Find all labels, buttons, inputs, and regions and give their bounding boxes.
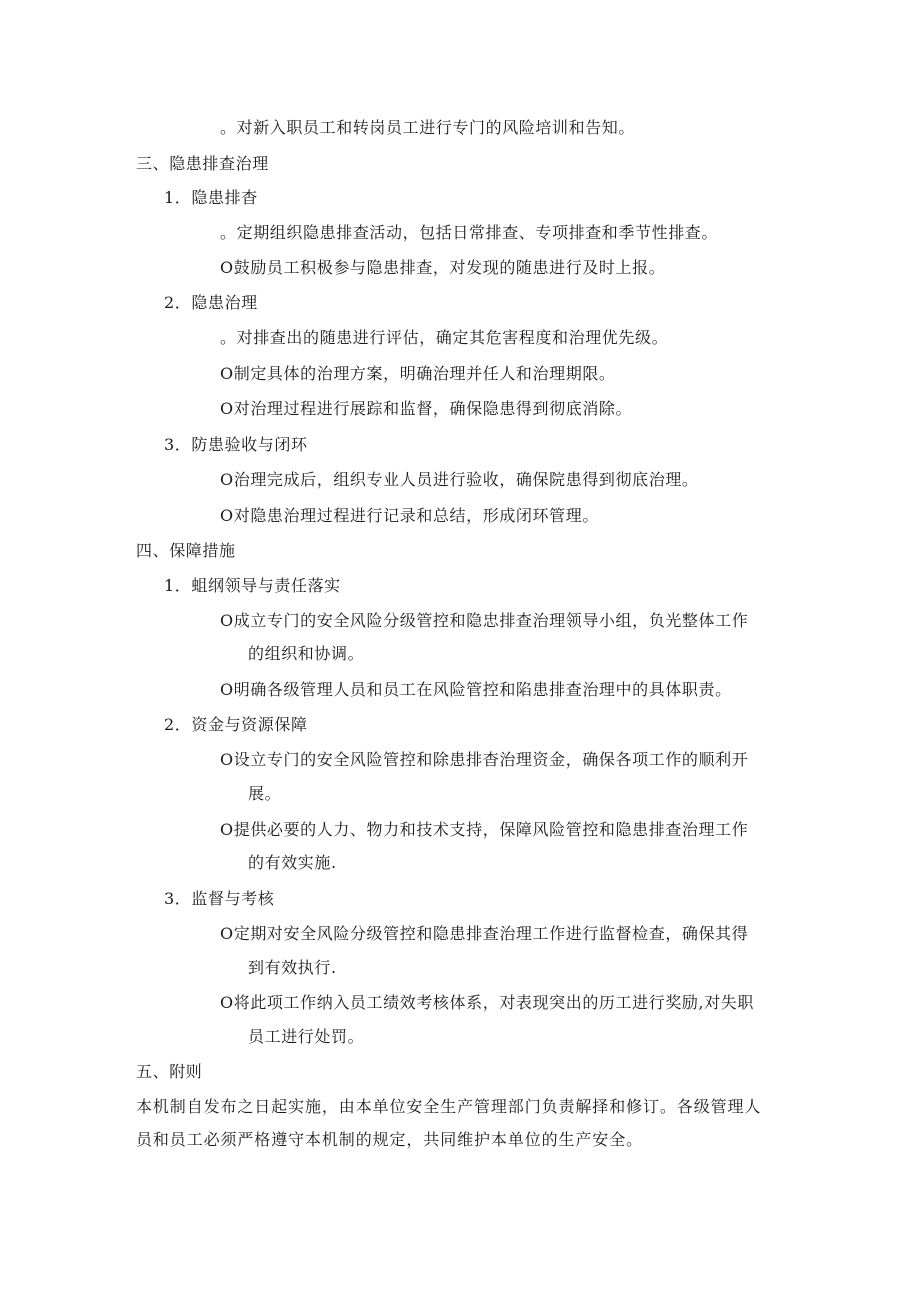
bullet-item: O设立专门的安全风险管控和除患排杳治理资金，确保各项工作的顺利开 [220,750,749,769]
subsection-heading: 2．隐患治理 [164,293,258,312]
bullet-item: O明确各级管理人员和员工在风险管控和陷患排查治理中的具体职责。 [220,680,732,699]
bullet-item: O对隐患治理过程进行记录和总结，形成闭环管理。 [220,506,599,525]
subsection-heading: 1．隐患排杳 [164,188,258,207]
section-heading: 四、保障措施 [136,541,236,560]
bullet-item: O制定具体的治理方案，明确治理并任人和治理期限。 [220,364,616,383]
bullet-item: O定期对安全风险分级管控和隐患排查治理工作进行监督检查，确保其得 [220,924,749,943]
bullet-item: 。对排查出的随患进行评估，确定其危害程度和治理优先级。 [220,328,669,347]
subsection-heading: 1．蛆纲领导与责任落实 [164,576,341,595]
bullet-item: O提供必要的人力、物力和技术支持，保障风险管控和隐患排查治理工作 [220,820,749,839]
bullet-continuation: 展。 [248,784,282,803]
bullet-item: O成立专门的安全风险分级管控和隐忠排查治理领导小组，负光整体工作 [220,611,749,630]
bullet-item: 。对新入职员工和转岗员工进行专门的风险培训和告知。 [220,118,636,137]
bullet-item: O治理完成后，组织专业人员进行验收，确保院患得到彻底治理。 [220,470,699,489]
bullet-continuation: 员工进行处罚。 [248,1027,365,1046]
subsection-heading: 3．监督与考核 [164,889,275,908]
bullet-item: O将此项工作纳入员工绩效考核体系，对表现突出的历工进行奖励,对失职 [220,993,755,1012]
bullet-item: O鼓励员工积极参与隐患排查，对发现的随患进行及时上报。 [220,258,666,277]
subsection-heading: 2．资金与资源保障 [164,715,308,734]
subsection-heading: 3．防患验收与闭环 [164,435,308,454]
section-heading: 五、附则 [136,1062,203,1081]
paragraph-line: 本机制自发布之日起实施，由本单位安全生产管理部门负责解择和修订。各级管理人 [136,1097,762,1116]
paragraph-line: 员和员工必须严格遵守本机制的规定，共同维护本单位的生产安全。 [136,1130,644,1149]
bullet-continuation: 的有效实施. [248,853,337,872]
section-heading: 三、隐患排查治理 [136,154,269,173]
bullet-continuation: 到有效执行. [248,958,337,977]
bullet-item: O对治理过程进行展踪和监督，确保隐患得到彻底消除。 [220,399,633,418]
bullet-item: 。定期组织隐患排查活动，包括日常排查、专项排查和季节性排查。 [220,223,719,242]
bullet-continuation: 的组织和协调。 [248,644,365,663]
